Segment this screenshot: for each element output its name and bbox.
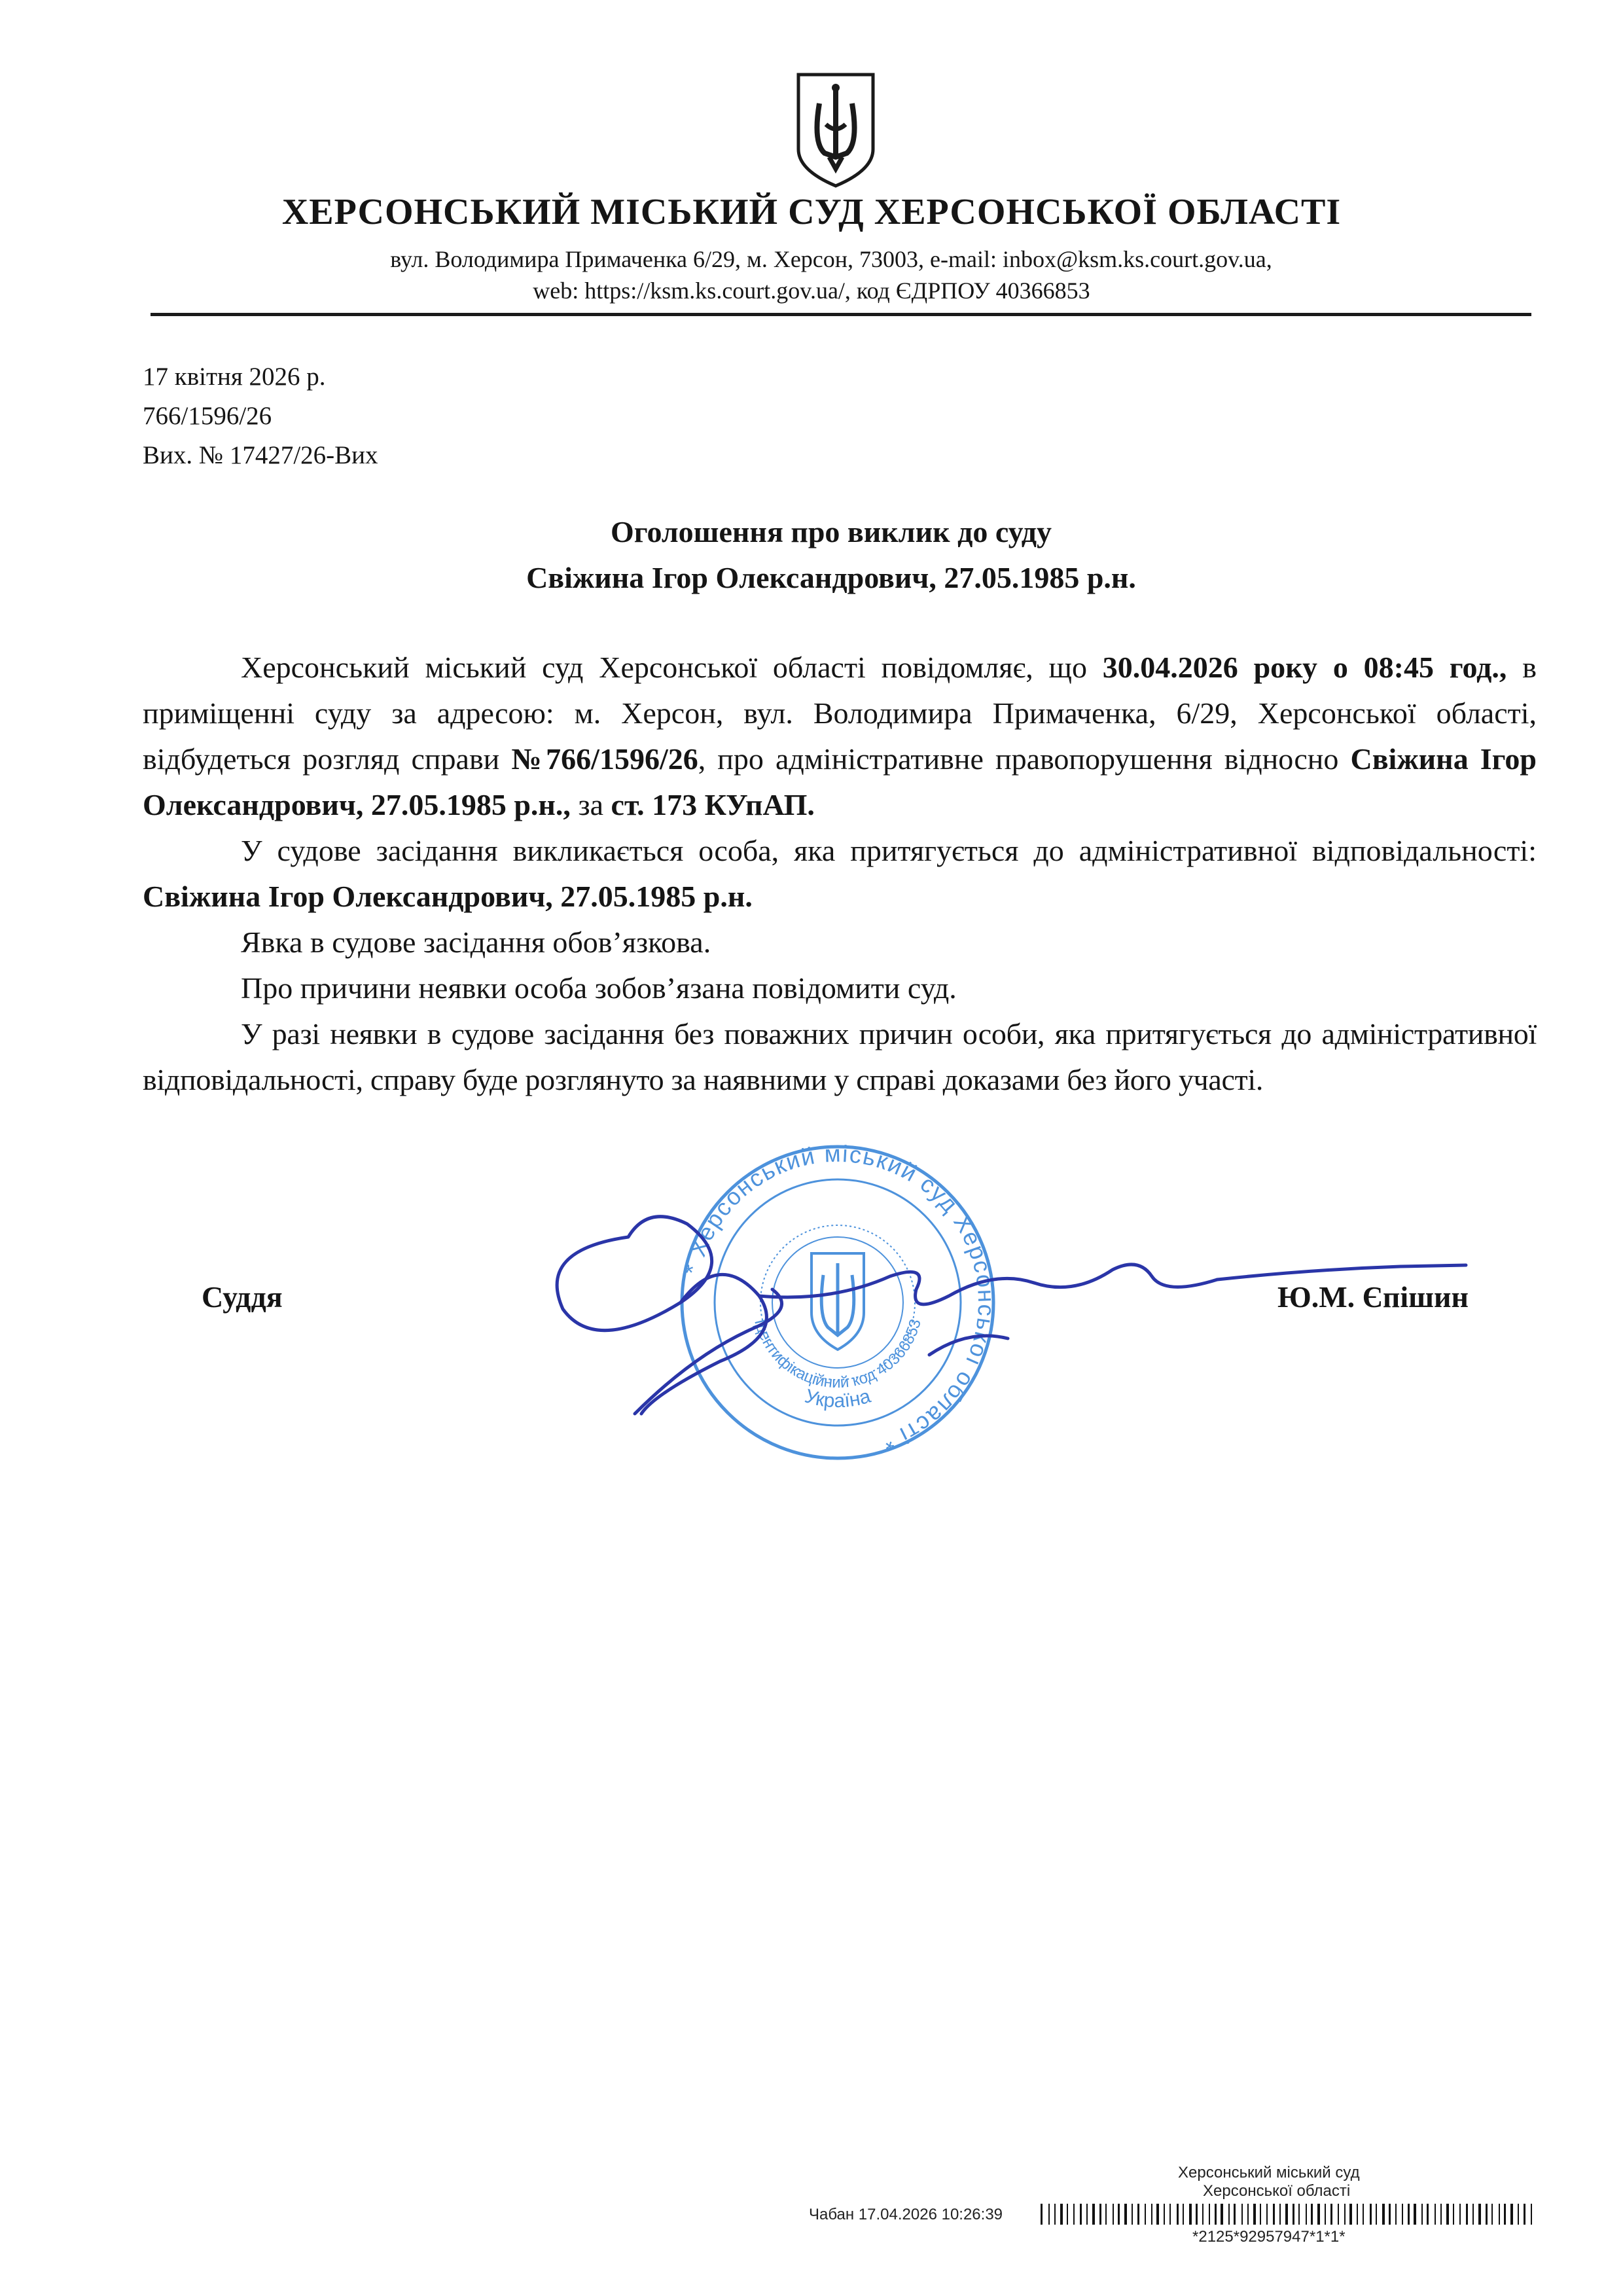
handwritten-signature-icon <box>524 1198 1472 1433</box>
svg-text:* Херсонський міський суд Херс: * Херсонський міський суд Херсонської області * <box>678 1139 1001 1458</box>
p1-text-a: Херсонський міський суд Херсонської області повідомляє, що <box>241 651 1103 684</box>
court-address: вул. Володимира Примаченка 6/29, м. Херсон, 73003, e-mail: inbox@ksm.ks.court.gov.ua, <box>390 246 1272 272</box>
paragraph-hearing <box>143 645 1537 828</box>
p1-text-c: в приміщенні суду за адресою: м. Херсон, вул. Володимира Примаченка, 6/29, Херсонської області, відбудеться розгляд справи <box>143 651 1537 776</box>
footer-registration-stamp: Чабан 17.04.2026 10:26:39 <box>809 2206 1003 2223</box>
footer-court-name: Херсонський міський суд <box>1178 2164 1360 2181</box>
paragraph-summoned <box>143 828 1537 920</box>
footer-court-region: Херсонської області <box>1203 2182 1351 2200</box>
judge-name: Ю.М. Єпішин <box>1277 1280 1469 1314</box>
footer-barcode-text: *2125*92957947*1*1* <box>1192 2228 1346 2246</box>
court-web-code: web: https://ksm.ks.court.gov.ua/, код ЄДРПОУ 40366853 <box>533 278 1090 304</box>
hearing-datetime: 30.04.2026 року о 08:45 год., <box>1102 651 1507 684</box>
document-subtitle: Свіжина Ігор Олександрович, 27.05.1985 р.н. <box>526 561 1136 594</box>
summoned-person: Свіжина Ігор Олександрович, 27.05.1985 р.н. <box>143 880 753 913</box>
barcode-icon <box>1041 2204 1538 2225</box>
p1-text-g: за <box>570 788 611 821</box>
case-reference: №766/1596/26 <box>511 742 698 776</box>
article-reference: ст. 173 КУпАП. <box>611 788 815 821</box>
outgoing-number: Вих. № 17427/26-Вих <box>143 441 378 469</box>
p2-text-a: У судове засідання викликається особа, яка притягується до адміністративної відповідальності: <box>241 834 1537 867</box>
paragraph-attendance: Явка в судове засідання обов’язкова. <box>241 925 711 959</box>
case-number: 766/1596/26 <box>143 402 272 430</box>
p1-text-e: , про адміністративне правопорушення відносно <box>698 742 1351 776</box>
document-title: Оголошення про виклик до суду <box>610 515 1052 548</box>
paragraph-absence-notice: Про причини неявки особа зобов’язана повідомити суд. <box>241 971 957 1005</box>
document-date: 17 квітня 2026 р. <box>143 363 326 391</box>
svg-text:Україна: Україна <box>802 1385 873 1412</box>
coat-of-arms-icon <box>793 71 878 188</box>
document-body <box>143 645 1537 1103</box>
paragraph-consequences: У разі неявки в судове засідання без поважних причин особи, яка притягується до адміністративної відповідальності, справу буде розглянуто за наявними у справі доказами без його участі. <box>143 1017 1537 1096</box>
judge-role: Суддя <box>202 1280 283 1314</box>
defendant-name: Свіжина Ігор Олександрович, 27.05.1985 р.н., <box>143 742 1537 821</box>
svg-text:Ідентифікаційний код 40366853: Ідентифікаційний код 40366853 <box>751 1317 925 1392</box>
header-divider <box>151 313 1531 316</box>
court-name: ХЕРСОНСЬКИЙ МІСЬКИЙ СУД ХЕРСОНСЬКОЇ ОБЛАСТІ <box>281 192 1342 232</box>
